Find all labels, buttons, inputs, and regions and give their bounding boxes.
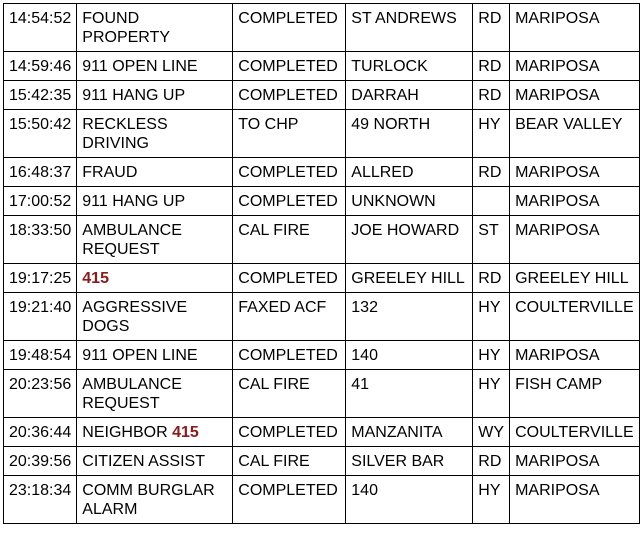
table-row bbox=[4, 216, 640, 264]
type-text: 911 HANG UP bbox=[82, 87, 186, 104]
time-cell: 20:39:56 bbox=[4, 447, 77, 476]
city-cell: MARIPOSA bbox=[510, 187, 640, 216]
street-cell: DARRAH bbox=[346, 81, 473, 110]
type-text: NEIGHBOR bbox=[82, 424, 173, 441]
type-text: AMBULANCE REQUEST bbox=[82, 376, 187, 412]
status-cell: COMPLETED bbox=[233, 81, 346, 110]
time-cell: 18:33:50 bbox=[4, 216, 77, 264]
suffix-cell: HY bbox=[473, 110, 510, 158]
table-row bbox=[4, 370, 640, 418]
suffix-cell: HY bbox=[473, 293, 510, 341]
status-cell: CAL FIRE bbox=[233, 447, 346, 476]
street-cell: ST ANDREWS bbox=[346, 4, 473, 52]
suffix-cell: RD bbox=[473, 81, 510, 110]
type-cell bbox=[77, 52, 233, 81]
street-cell: UNKNOWN bbox=[346, 187, 473, 216]
suffix-cell: HY bbox=[473, 476, 510, 524]
street-cell: 41 bbox=[346, 370, 473, 418]
time-cell: 23:18:34 bbox=[4, 476, 77, 524]
street-cell: MANZANITA bbox=[346, 418, 473, 447]
type-cell bbox=[77, 418, 233, 447]
status-cell: COMPLETED bbox=[233, 4, 346, 52]
type-cell bbox=[77, 81, 233, 110]
table-row bbox=[4, 293, 640, 341]
city-cell: MARIPOSA bbox=[510, 476, 640, 524]
time-cell: 16:48:37 bbox=[4, 158, 77, 187]
type-cell bbox=[77, 110, 233, 158]
suffix-cell: HY bbox=[473, 370, 510, 418]
type-text: 911 OPEN LINE bbox=[82, 347, 198, 364]
status-cell: CAL FIRE bbox=[233, 370, 346, 418]
table-row bbox=[4, 187, 640, 216]
city-cell: BEAR VALLEY bbox=[510, 110, 640, 158]
type-text: FOUND PROPERTY bbox=[82, 10, 171, 46]
street-cell: 49 NORTH bbox=[346, 110, 473, 158]
status-cell: COMPLETED bbox=[233, 341, 346, 370]
call-log-body bbox=[4, 4, 640, 524]
type-text: FRAUD bbox=[82, 164, 138, 181]
type-text: COMM BURGLAR ALARM bbox=[82, 482, 219, 518]
type-cell bbox=[77, 447, 233, 476]
time-cell: 19:17:25 bbox=[4, 264, 77, 293]
street-cell: GREELEY HILL bbox=[346, 264, 473, 293]
city-cell: GREELEY HILL bbox=[510, 264, 640, 293]
type-text: AMBULANCE REQUEST bbox=[82, 222, 187, 258]
call-log-table bbox=[3, 3, 640, 524]
status-cell: COMPLETED bbox=[233, 187, 346, 216]
suffix-cell: RD bbox=[473, 4, 510, 52]
city-cell: FISH CAMP bbox=[510, 370, 640, 418]
city-cell: MARIPOSA bbox=[510, 4, 640, 52]
city-cell: MARIPOSA bbox=[510, 81, 640, 110]
table-row bbox=[4, 341, 640, 370]
time-cell: 19:48:54 bbox=[4, 341, 77, 370]
type-cell bbox=[77, 293, 233, 341]
time-cell: 17:00:52 bbox=[4, 187, 77, 216]
status-cell: COMPLETED bbox=[233, 476, 346, 524]
city-cell: MARIPOSA bbox=[510, 52, 640, 81]
table-row bbox=[4, 110, 640, 158]
suffix-cell: WY bbox=[473, 418, 510, 447]
time-cell: 14:54:52 bbox=[4, 4, 77, 52]
type-cell bbox=[77, 187, 233, 216]
city-cell: MARIPOSA bbox=[510, 447, 640, 476]
type-cell bbox=[77, 216, 233, 264]
street-cell: TURLOCK bbox=[346, 52, 473, 81]
suffix-cell: RD bbox=[473, 52, 510, 81]
table-row bbox=[4, 158, 640, 187]
status-cell: COMPLETED bbox=[233, 52, 346, 81]
street-cell: SILVER BAR bbox=[346, 447, 473, 476]
city-cell: COULTERVILLE bbox=[510, 418, 640, 447]
type-text: AGGRESSIVE DOGS bbox=[82, 299, 192, 335]
status-cell: COMPLETED bbox=[233, 418, 346, 447]
table-row bbox=[4, 447, 640, 476]
suffix-cell bbox=[473, 187, 510, 216]
street-cell: 140 bbox=[346, 476, 473, 524]
suffix-cell: RD bbox=[473, 264, 510, 293]
type-cell bbox=[77, 4, 233, 52]
type-text: RECKLESS DRIVING bbox=[82, 116, 173, 152]
city-cell: MARIPOSA bbox=[510, 341, 640, 370]
time-cell: 20:36:44 bbox=[4, 418, 77, 447]
status-cell: FAXED ACF bbox=[233, 293, 346, 341]
status-cell: COMPLETED bbox=[233, 158, 346, 187]
type-text: 911 OPEN LINE bbox=[82, 58, 198, 75]
type-text: 911 HANG UP bbox=[82, 193, 186, 210]
suffix-cell: ST bbox=[473, 216, 510, 264]
table-row bbox=[4, 4, 640, 52]
city-cell: MARIPOSA bbox=[510, 158, 640, 187]
time-cell: 15:50:42 bbox=[4, 110, 77, 158]
table-row bbox=[4, 81, 640, 110]
time-cell: 19:21:40 bbox=[4, 293, 77, 341]
type-cell bbox=[77, 370, 233, 418]
table-row bbox=[4, 264, 640, 293]
suffix-cell: HY bbox=[473, 341, 510, 370]
suffix-cell: RD bbox=[473, 447, 510, 476]
type-code-highlight: 415 bbox=[82, 270, 109, 287]
type-cell bbox=[77, 264, 233, 293]
status-cell: COMPLETED bbox=[233, 264, 346, 293]
table-row bbox=[4, 476, 640, 524]
type-text: CITIZEN ASSIST bbox=[82, 453, 205, 470]
status-cell: CAL FIRE bbox=[233, 216, 346, 264]
type-code-highlight: 415 bbox=[172, 424, 199, 441]
street-cell: 140 bbox=[346, 341, 473, 370]
type-cell bbox=[77, 476, 233, 524]
time-cell: 20:23:56 bbox=[4, 370, 77, 418]
time-cell: 15:42:35 bbox=[4, 81, 77, 110]
type-cell bbox=[77, 341, 233, 370]
street-cell: ALLRED bbox=[346, 158, 473, 187]
table-row bbox=[4, 52, 640, 81]
street-cell: 132 bbox=[346, 293, 473, 341]
city-cell: MARIPOSA bbox=[510, 216, 640, 264]
table-row bbox=[4, 418, 640, 447]
status-cell: TO CHP bbox=[233, 110, 346, 158]
street-cell: JOE HOWARD bbox=[346, 216, 473, 264]
time-cell: 14:59:46 bbox=[4, 52, 77, 81]
suffix-cell: RD bbox=[473, 158, 510, 187]
city-cell: COULTERVILLE bbox=[510, 293, 640, 341]
type-cell bbox=[77, 158, 233, 187]
